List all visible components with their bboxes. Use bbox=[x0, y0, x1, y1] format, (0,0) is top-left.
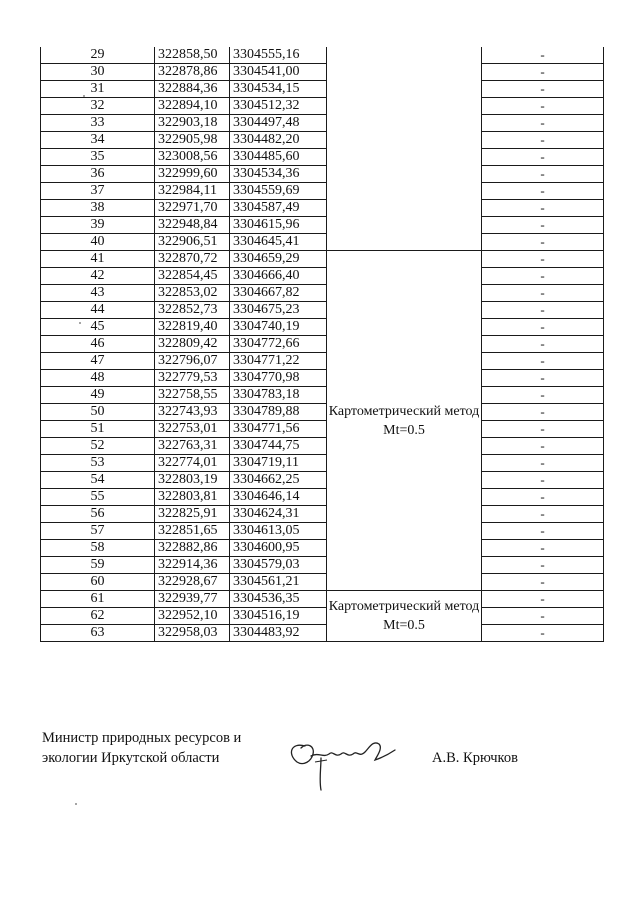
signatory-name: А.В. Крючков bbox=[432, 750, 518, 766]
point-number-cell: 54 bbox=[41, 472, 155, 489]
y-coordinate-cell: 3304613,05 bbox=[230, 523, 327, 540]
x-coordinate-cell: 322763,31 bbox=[155, 438, 230, 455]
x-coordinate-cell: 323008,56 bbox=[155, 149, 230, 166]
point-number-cell: 47 bbox=[41, 353, 155, 370]
point-number-cell: 50 bbox=[41, 404, 155, 421]
y-coordinate-cell: 3304645,41 bbox=[230, 234, 327, 251]
y-coordinate-cell: 3304485,60 bbox=[230, 149, 327, 166]
table-row bbox=[41, 319, 604, 336]
signatory-position-line-1: Министр природных ресурсов и bbox=[42, 730, 242, 746]
accuracy-cell: - bbox=[482, 47, 604, 64]
y-coordinate-cell: 3304579,03 bbox=[230, 557, 327, 574]
accuracy-cell: - bbox=[482, 438, 604, 455]
accuracy-cell: - bbox=[482, 302, 604, 319]
accuracy-cell: - bbox=[482, 64, 604, 81]
table-row bbox=[41, 523, 604, 540]
x-coordinate-cell: 322884,36 bbox=[155, 81, 230, 98]
table-row bbox=[41, 370, 604, 387]
x-coordinate-cell: 322796,07 bbox=[155, 353, 230, 370]
y-coordinate-cell: 3304783,18 bbox=[230, 387, 327, 404]
table-row bbox=[41, 285, 604, 302]
point-number-cell: 36 bbox=[41, 166, 155, 183]
point-number-cell: 33 bbox=[41, 115, 155, 132]
point-number-cell: 40 bbox=[41, 234, 155, 251]
point-number-cell: 37 bbox=[41, 183, 155, 200]
x-coordinate-cell: 322906,51 bbox=[155, 234, 230, 251]
accuracy-cell: - bbox=[482, 98, 604, 115]
accuracy-cell: - bbox=[482, 421, 604, 438]
x-coordinate-cell: 322858,50 bbox=[155, 47, 230, 64]
x-coordinate-cell: 322779,53 bbox=[155, 370, 230, 387]
table-row bbox=[41, 200, 604, 217]
x-coordinate-cell: 322905,98 bbox=[155, 132, 230, 149]
point-number-cell: 42 bbox=[41, 268, 155, 285]
point-number-cell: 41 bbox=[41, 251, 155, 268]
accuracy-cell: - bbox=[482, 336, 604, 353]
y-coordinate-cell: 3304740,19 bbox=[230, 319, 327, 336]
point-number-cell: 48 bbox=[41, 370, 155, 387]
accuracy-cell: - bbox=[482, 319, 604, 336]
table-row bbox=[41, 591, 604, 608]
y-coordinate-cell: 3304516,19 bbox=[230, 608, 327, 625]
table-row bbox=[41, 149, 604, 166]
table-row bbox=[41, 387, 604, 404]
x-coordinate-cell: 322894,10 bbox=[155, 98, 230, 115]
accuracy-cell: - bbox=[482, 489, 604, 506]
point-number-cell: 51 bbox=[41, 421, 155, 438]
table-row bbox=[41, 489, 604, 506]
y-coordinate-cell: 3304624,31 bbox=[230, 506, 327, 523]
accuracy-cell: - bbox=[482, 608, 604, 625]
table-row bbox=[41, 472, 604, 489]
table-row bbox=[41, 608, 604, 625]
accuracy-cell: - bbox=[482, 353, 604, 370]
y-coordinate-cell: 3304771,22 bbox=[230, 353, 327, 370]
x-coordinate-cell: 322939,77 bbox=[155, 591, 230, 608]
accuracy-cell: - bbox=[482, 574, 604, 591]
method-cell: Картометрический метод Mt=0.5 bbox=[327, 591, 482, 642]
point-number-cell: 52 bbox=[41, 438, 155, 455]
x-coordinate-cell: 322743,93 bbox=[155, 404, 230, 421]
accuracy-cell: - bbox=[482, 472, 604, 489]
table-row bbox=[41, 132, 604, 149]
point-number-cell: 32 bbox=[41, 98, 155, 115]
accuracy-cell: - bbox=[482, 557, 604, 574]
y-coordinate-cell: 3304659,29 bbox=[230, 251, 327, 268]
point-number-cell: 38 bbox=[41, 200, 155, 217]
y-coordinate-cell: 3304536,35 bbox=[230, 591, 327, 608]
table-row bbox=[41, 251, 604, 268]
x-coordinate-cell: 322914,36 bbox=[155, 557, 230, 574]
x-coordinate-cell: 322952,10 bbox=[155, 608, 230, 625]
table-row bbox=[41, 506, 604, 523]
point-number-cell: 53 bbox=[41, 455, 155, 472]
point-number-cell: 29 bbox=[41, 47, 155, 64]
accuracy-cell: - bbox=[482, 200, 604, 217]
accuracy-cell: - bbox=[482, 251, 604, 268]
accuracy-cell: - bbox=[482, 387, 604, 404]
accuracy-cell: - bbox=[482, 81, 604, 98]
y-coordinate-cell: 3304666,40 bbox=[230, 268, 327, 285]
table-row bbox=[41, 438, 604, 455]
accuracy-cell: - bbox=[482, 370, 604, 387]
table-row bbox=[41, 166, 604, 183]
point-number-cell: 35 bbox=[41, 149, 155, 166]
table-row bbox=[41, 455, 604, 472]
table-row bbox=[41, 404, 604, 421]
table-row bbox=[41, 234, 604, 251]
table-row bbox=[41, 115, 604, 132]
accuracy-cell: - bbox=[482, 404, 604, 421]
y-coordinate-cell: 3304662,25 bbox=[230, 472, 327, 489]
x-coordinate-cell: 322758,55 bbox=[155, 387, 230, 404]
table-row bbox=[41, 557, 604, 574]
point-number-cell: 39 bbox=[41, 217, 155, 234]
point-number-cell: 59 bbox=[41, 557, 155, 574]
table-row bbox=[41, 336, 604, 353]
accuracy-cell: - bbox=[482, 132, 604, 149]
x-coordinate-cell: 322853,02 bbox=[155, 285, 230, 302]
point-number-cell: 31 bbox=[41, 81, 155, 98]
accuracy-cell: - bbox=[482, 455, 604, 472]
accuracy-cell: - bbox=[482, 183, 604, 200]
y-coordinate-cell: 3304770,98 bbox=[230, 370, 327, 387]
x-coordinate-cell: 322878,86 bbox=[155, 64, 230, 81]
scan-speck bbox=[79, 322, 81, 324]
x-coordinate-cell: 322948,84 bbox=[155, 217, 230, 234]
point-number-cell: 61 bbox=[41, 591, 155, 608]
x-coordinate-cell: 322971,70 bbox=[155, 200, 230, 217]
handwritten-signature bbox=[285, 732, 400, 794]
accuracy-cell: - bbox=[482, 149, 604, 166]
accuracy-cell: - bbox=[482, 625, 604, 642]
y-coordinate-cell: 3304587,49 bbox=[230, 200, 327, 217]
method-cell: Картометрический метод Mt=0.5 bbox=[327, 251, 482, 591]
point-number-cell: 58 bbox=[41, 540, 155, 557]
point-number-cell: 63 bbox=[41, 625, 155, 642]
y-coordinate-cell: 3304534,36 bbox=[230, 166, 327, 183]
accuracy-cell: - bbox=[482, 268, 604, 285]
x-coordinate-cell: 322809,42 bbox=[155, 336, 230, 353]
x-coordinate-cell: 322852,73 bbox=[155, 302, 230, 319]
signatory-position bbox=[42, 728, 241, 768]
point-number-cell: 55 bbox=[41, 489, 155, 506]
table-row bbox=[41, 217, 604, 234]
point-number-cell: 56 bbox=[41, 506, 155, 523]
x-coordinate-cell: 322825,91 bbox=[155, 506, 230, 523]
table-row bbox=[41, 98, 604, 115]
accuracy-cell: - bbox=[482, 285, 604, 302]
accuracy-cell: - bbox=[482, 115, 604, 132]
point-number-cell: 34 bbox=[41, 132, 155, 149]
x-coordinate-cell: 322819,40 bbox=[155, 319, 230, 336]
y-coordinate-cell: 3304555,16 bbox=[230, 47, 327, 64]
x-coordinate-cell: 322851,65 bbox=[155, 523, 230, 540]
y-coordinate-cell: 3304482,20 bbox=[230, 132, 327, 149]
y-coordinate-cell: 3304497,48 bbox=[230, 115, 327, 132]
table-row bbox=[41, 540, 604, 557]
scan-speck bbox=[75, 803, 77, 805]
point-number-cell: 49 bbox=[41, 387, 155, 404]
accuracy-cell: - bbox=[482, 540, 604, 557]
y-coordinate-cell: 3304789,88 bbox=[230, 404, 327, 421]
coordinates-table-body bbox=[41, 47, 604, 642]
x-coordinate-cell: 322882,86 bbox=[155, 540, 230, 557]
table-row bbox=[41, 574, 604, 591]
x-coordinate-cell: 322984,11 bbox=[155, 183, 230, 200]
y-coordinate-cell: 3304744,75 bbox=[230, 438, 327, 455]
point-number-cell: 30 bbox=[41, 64, 155, 81]
table-row bbox=[41, 183, 604, 200]
signatory-position-line-2: экологии Иркутской области bbox=[42, 750, 220, 766]
accuracy-cell: - bbox=[482, 523, 604, 540]
y-coordinate-cell: 3304559,69 bbox=[230, 183, 327, 200]
table-row bbox=[41, 47, 604, 64]
y-coordinate-cell: 3304667,82 bbox=[230, 285, 327, 302]
x-coordinate-cell: 322803,81 bbox=[155, 489, 230, 506]
x-coordinate-cell: 322753,01 bbox=[155, 421, 230, 438]
y-coordinate-cell: 3304675,23 bbox=[230, 302, 327, 319]
point-number-cell: 44 bbox=[41, 302, 155, 319]
point-number-cell: 43 bbox=[41, 285, 155, 302]
y-coordinate-cell: 3304600,95 bbox=[230, 540, 327, 557]
y-coordinate-cell: 3304541,00 bbox=[230, 64, 327, 81]
y-coordinate-cell: 3304615,96 bbox=[230, 217, 327, 234]
point-number-cell: 45 bbox=[41, 319, 155, 336]
accuracy-cell: - bbox=[482, 166, 604, 183]
point-number-cell: 57 bbox=[41, 523, 155, 540]
x-coordinate-cell: 322803,19 bbox=[155, 472, 230, 489]
x-coordinate-cell: 322928,67 bbox=[155, 574, 230, 591]
method-cell-empty bbox=[327, 47, 482, 251]
accuracy-cell: - bbox=[482, 591, 604, 608]
table-row bbox=[41, 353, 604, 370]
coordinates-table bbox=[40, 47, 604, 642]
table-row bbox=[41, 625, 604, 642]
point-number-cell: 46 bbox=[41, 336, 155, 353]
table-row bbox=[41, 421, 604, 438]
y-coordinate-cell: 3304771,56 bbox=[230, 421, 327, 438]
scan-speck bbox=[83, 95, 85, 97]
x-coordinate-cell: 322870,72 bbox=[155, 251, 230, 268]
x-coordinate-cell: 322854,45 bbox=[155, 268, 230, 285]
point-number-cell: 60 bbox=[41, 574, 155, 591]
point-number-cell: 62 bbox=[41, 608, 155, 625]
y-coordinate-cell: 3304561,21 bbox=[230, 574, 327, 591]
table-row bbox=[41, 268, 604, 285]
y-coordinate-cell: 3304534,15 bbox=[230, 81, 327, 98]
accuracy-cell: - bbox=[482, 217, 604, 234]
x-coordinate-cell: 322774,01 bbox=[155, 455, 230, 472]
x-coordinate-cell: 322999,60 bbox=[155, 166, 230, 183]
y-coordinate-cell: 3304646,14 bbox=[230, 489, 327, 506]
y-coordinate-cell: 3304772,66 bbox=[230, 336, 327, 353]
table-row bbox=[41, 64, 604, 81]
accuracy-cell: - bbox=[482, 234, 604, 251]
y-coordinate-cell: 3304719,11 bbox=[230, 455, 327, 472]
x-coordinate-cell: 322903,18 bbox=[155, 115, 230, 132]
table-row bbox=[41, 81, 604, 98]
y-coordinate-cell: 3304512,32 bbox=[230, 98, 327, 115]
x-coordinate-cell: 322958,03 bbox=[155, 625, 230, 642]
y-coordinate-cell: 3304483,92 bbox=[230, 625, 327, 642]
table-row bbox=[41, 302, 604, 319]
accuracy-cell: - bbox=[482, 506, 604, 523]
